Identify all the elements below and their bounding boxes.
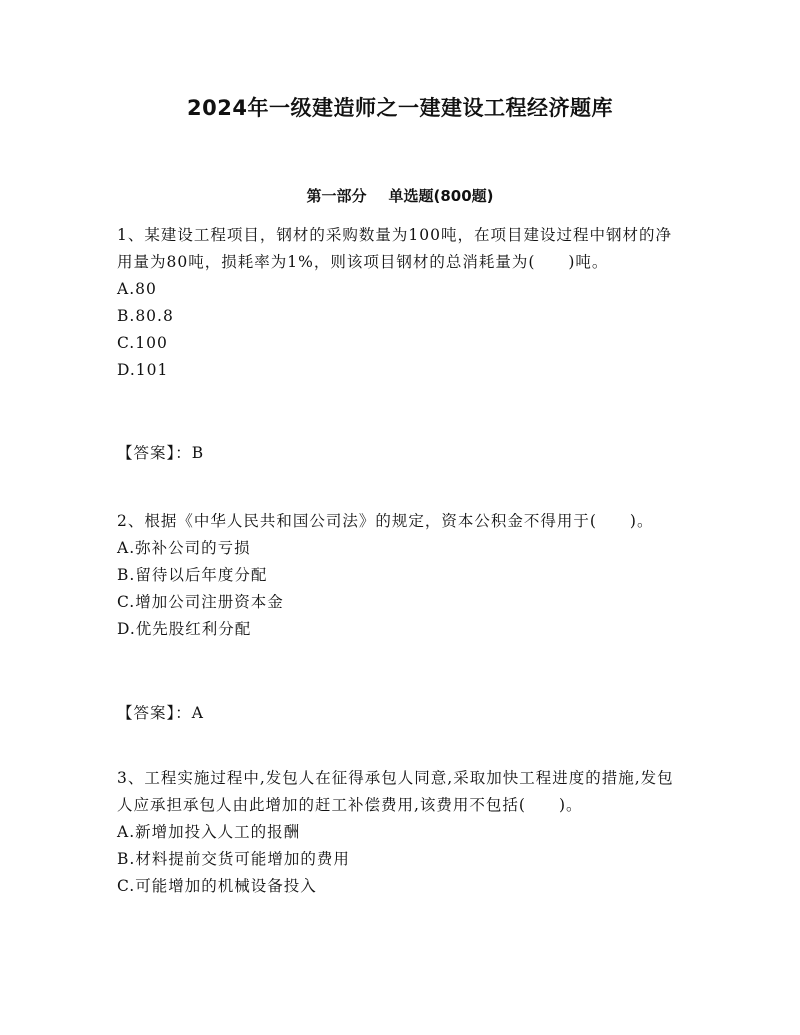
option-b: B.材料提前交货可能增加的费用	[117, 850, 350, 868]
section-name: 单选题(800题)	[388, 187, 494, 205]
option-d: D.101	[117, 361, 169, 379]
answer-value: B	[191, 444, 205, 462]
question-stem: 2、根据《中华人民共和国公司法》的规定，资本公积金不得用于( )。	[117, 512, 654, 530]
answer-2	[117, 700, 204, 727]
answer-label: 【答案】：	[117, 704, 192, 722]
option-b: B.80.8	[117, 307, 174, 325]
option-a: A.新增加投入人工的报酬	[117, 823, 301, 841]
option-a: A.80	[117, 280, 157, 298]
option-c: C.100	[117, 334, 168, 352]
question-1	[117, 222, 682, 384]
option-c: C.可能增加的机械设备投入	[117, 877, 317, 895]
question-stem: 1、某建设工程项目，钢材的采购数量为100吨，在项目建设过程中钢材的净用量为80吨，损耗率为1%，则该项目钢材的总消耗量为( )吨。	[117, 226, 672, 271]
option-b: B.留待以后年度分配	[117, 566, 268, 584]
option-c: C.增加公司注册资本金	[117, 593, 284, 611]
section-part: 第一部分	[306, 187, 367, 205]
question-stem: 3、工程实施过程中,发包人在征得承包人同意,采取加快工程进度的措施,发包人应承担承包人由此增加的赶工补偿费用,该费用不包括( )。	[117, 769, 674, 814]
section-title	[0, 185, 800, 206]
option-d: D.优先股红利分配	[117, 620, 252, 638]
answer-value: A	[191, 704, 204, 722]
answer-label: 【答案】：	[117, 444, 192, 462]
question-3	[117, 765, 682, 900]
question-2	[117, 508, 682, 643]
answer-1	[117, 440, 204, 467]
document-title: 2024年一级建造师之一建建设工程经济题库	[187, 96, 613, 120]
option-a: A.弥补公司的亏损	[117, 539, 251, 557]
